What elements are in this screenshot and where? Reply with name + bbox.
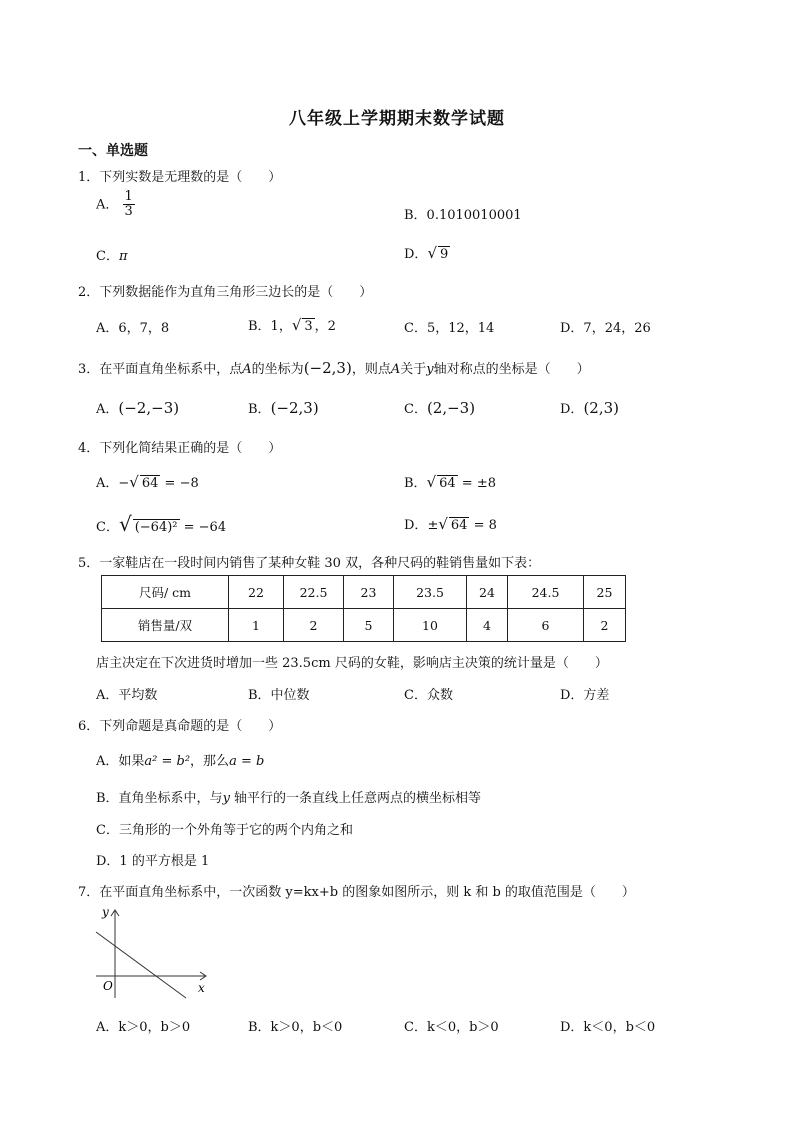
numerator: 1 [124, 189, 133, 204]
y-label: y [102, 905, 109, 919]
coordinate: (−2,3) [270, 399, 319, 417]
question-1: 1．下列实数是无理数的是（ ） [78, 170, 282, 185]
page-title: 八年级上学期期末数学试题 [289, 109, 505, 129]
option-label: A． [96, 402, 119, 417]
table-cell: 23.5 [394, 576, 467, 609]
q7-option-b[interactable]: B．k＞0，b＜0 [248, 1020, 343, 1035]
q1-option-d[interactable] [404, 243, 450, 262]
table-cell: 1 [229, 609, 284, 642]
pi-symbol: π [118, 249, 128, 264]
table-row [102, 576, 626, 609]
radicand: 9 [440, 247, 449, 262]
denominator: 3 [124, 204, 133, 220]
table-header-cell: 尺码/ cm [102, 576, 229, 609]
table-row [102, 609, 626, 642]
result: = −64 [179, 520, 227, 535]
radicand: 64 [141, 476, 159, 491]
q5-option-b[interactable]: B．中位数 [248, 688, 310, 703]
radical-icon: √ [438, 515, 448, 533]
q4-option-b[interactable] [404, 472, 496, 491]
option-label: A． [96, 197, 119, 213]
x-label: x [198, 981, 205, 995]
option-label: A． [96, 476, 119, 491]
equation: a² = b² [144, 754, 191, 769]
result: = 8 [469, 518, 497, 533]
coordinate: (2,−3) [426, 399, 476, 417]
coordinate: (−2,3) [303, 359, 352, 377]
question-5: 5．一家鞋店在一段时间内销售了某种女鞋 30 双，各种尺码的鞋销售量如下表： [78, 556, 541, 571]
table-cell: 2 [284, 609, 344, 642]
q4-option-c[interactable] [96, 512, 226, 536]
q6-option-c[interactable]: C．三角形的一个外角等于它的两个内角之和 [96, 823, 353, 838]
q6-option-b[interactable] [96, 787, 481, 806]
q1-option-b[interactable]: B．0.1010010001 [404, 208, 522, 223]
question-text: 关于 [400, 362, 427, 377]
axis-label: y [426, 362, 434, 377]
option-label: D． [560, 402, 584, 417]
q2-option-a[interactable]: A．6，7，8 [96, 321, 170, 336]
option-label: D． [404, 518, 428, 533]
section-heading: 一、单选题 [78, 143, 148, 159]
q5-option-d[interactable]: D．方差 [560, 688, 610, 703]
option-label: B． [404, 476, 427, 491]
equation: a = b [229, 754, 265, 769]
q3-option-d[interactable] [560, 398, 619, 417]
point-label: A [242, 362, 252, 377]
q2-option-c[interactable]: C．5，12，14 [404, 321, 495, 336]
sign: − [118, 476, 130, 491]
table-cell: 2 [584, 609, 626, 642]
q2-option-d[interactable]: D．7，24，26 [560, 321, 651, 336]
question-2: 2．下列数据能作为直角三角形三边长的是（ ） [78, 285, 373, 300]
radicand: 64 [450, 518, 468, 533]
radical-icon: √ [426, 473, 437, 491]
question-text: 的坐标为 [251, 362, 304, 377]
option-label: B． [248, 402, 271, 417]
radicand: (−64)² [134, 520, 178, 535]
question-text: ，则点 [351, 362, 391, 377]
option-text: B．直角坐标系中，与 [96, 791, 223, 806]
q3-option-c[interactable] [404, 398, 475, 417]
option-text: B．1， [248, 319, 292, 334]
question-text: 轴对称点的坐标是（ ） [433, 362, 590, 377]
sign: ± [427, 518, 439, 533]
origin-label: O [103, 979, 113, 993]
table-cell: 6 [508, 609, 584, 642]
question-3 [78, 358, 590, 377]
radical-icon: √ [118, 512, 132, 536]
option-label: D． [404, 247, 428, 262]
point-label: A [390, 362, 401, 377]
option-label: C． [404, 402, 427, 417]
option-text: ，2 [314, 319, 336, 334]
radicand: 64 [439, 476, 456, 491]
option-text: 轴平行的一条直线上任意两点的横坐标相等 [229, 791, 482, 806]
q1-option-c[interactable] [96, 245, 128, 264]
q6-option-a[interactable] [96, 750, 264, 769]
table-cell: 22 [229, 576, 284, 609]
question-7: 7．在平面直角坐标系中，一次函数 y=kx+b 的图象如图所示，则 k 和 b 的取值范围是（ ） [78, 885, 635, 900]
q4-option-a[interactable] [96, 472, 199, 491]
q5-option-a[interactable]: A．平均数 [96, 688, 158, 703]
option-label: C． [96, 249, 119, 264]
question-text: 3．在平面直角坐标系中，点 [78, 362, 243, 377]
table-header-cell: 销售量/双 [102, 609, 229, 642]
q3-option-b[interactable] [248, 398, 319, 417]
table-cell: 4 [467, 609, 508, 642]
table-cell: 24.5 [508, 576, 584, 609]
q1-option-a[interactable] [96, 190, 135, 220]
radical-icon: √ [427, 244, 437, 262]
sales-table [101, 575, 626, 642]
question-4: 4．下列化简结果正确的是（ ） [78, 441, 282, 456]
table-cell: 25 [584, 576, 626, 609]
axis-label: y [222, 791, 230, 806]
radical-icon: √ [129, 473, 139, 491]
question-5-follow: 店主决定在下次进货时增加一些 23.5cm 尺码的女鞋，影响店主决策的统计量是（ ） [96, 656, 608, 671]
radical-icon: √ [291, 316, 302, 334]
linear-function-graph [88, 902, 218, 1002]
coordinate: (−2,−3) [118, 399, 180, 417]
q7-option-d[interactable]: D．k＜0，b＜0 [560, 1020, 656, 1035]
question-6: 6．下列命题是真命题的是（ ） [78, 719, 282, 734]
option-text: A．如果 [96, 754, 145, 769]
q7-option-a[interactable]: A．k＞0，b＞0 [96, 1020, 191, 1035]
table-cell: 5 [344, 609, 394, 642]
q4-option-d[interactable] [404, 514, 497, 533]
q6-option-d[interactable]: D．1 的平方根是 1 [96, 854, 210, 869]
table-cell: 24 [467, 576, 508, 609]
option-label: C． [96, 520, 119, 535]
table-cell: 10 [394, 609, 467, 642]
result: = −8 [160, 476, 199, 491]
option-text: ，那么 [190, 754, 230, 769]
fraction [123, 190, 135, 220]
radicand: 3 [304, 319, 313, 334]
q2-option-b[interactable] [248, 315, 336, 334]
q3-option-a[interactable] [96, 398, 179, 417]
q5-option-c[interactable]: C．众数 [404, 688, 453, 703]
result: = ±8 [457, 476, 496, 491]
table-cell: 23 [344, 576, 394, 609]
coordinate: (2,3) [583, 399, 619, 417]
q7-option-c[interactable]: C．k＜0，b＞0 [404, 1020, 499, 1035]
table-cell: 22.5 [284, 576, 344, 609]
